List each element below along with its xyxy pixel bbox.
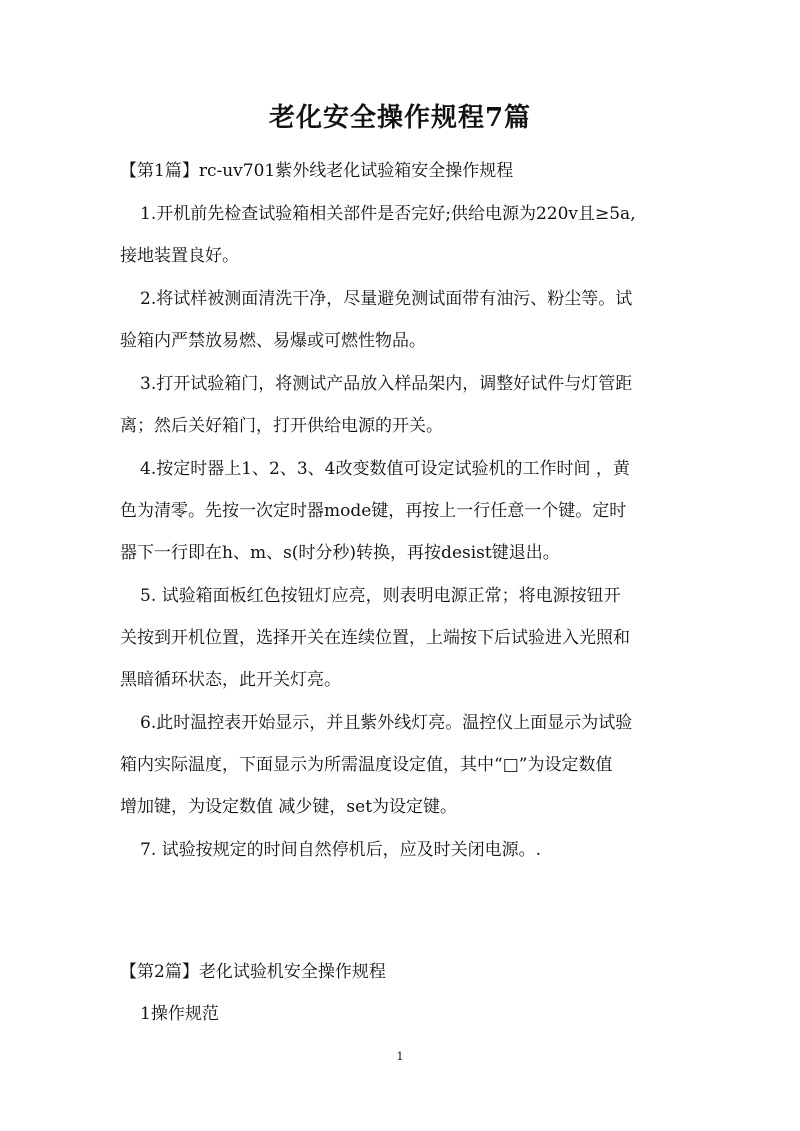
paragraph-line: 增加键，为设定数值 减少键，set为设定键。 xyxy=(120,797,458,817)
section-2-subheading: 1操作规范 xyxy=(140,1004,219,1024)
paragraph-line: 器下一行即在h、m、s(时分秒)转换，再按desist键退出。 xyxy=(120,543,560,563)
paragraph-line: 4.按定时器上1、2、3、4改变数值可设定试验机的工作时间 ，黄 xyxy=(140,459,630,479)
paragraph-line: 接地装置良好。 xyxy=(120,246,239,266)
paragraph-line: 2.将试样被测面清洗干净，尽量避免测试面带有油污、粉尘等。试 xyxy=(140,289,633,309)
paragraph-line: 关按到开机位置，选择开关在连续位置，上端按下后试验进入光照和 xyxy=(120,628,630,648)
paragraph-line: 黑暗循环状态，此开关灯亮。 xyxy=(120,670,341,690)
section-2-heading: 【第2篇】老化试验机安全操作规程 xyxy=(120,962,386,982)
section-1-heading: 【第1篇】rc-uv701紫外线老化试验箱安全操作规程 xyxy=(120,161,514,181)
paragraph-line: 5. 试验箱面板红色按钮灯应亮，则表明电源正常；将电源按钮开 xyxy=(140,586,621,606)
page-number: 1 xyxy=(396,1050,404,1063)
paragraph-line: 离；然后关好箱门，打开供给电源的开关。 xyxy=(120,416,443,436)
paragraph-line: 6.此时温控表开始显示，并且紫外线灯亮。温控仪上面显示为试验 xyxy=(140,713,633,733)
paragraph-line: 箱内实际温度，下面显示为所需温度设定值，其中“□”为设定数值 xyxy=(120,755,613,775)
paragraph-line: 验箱内严禁放易燃、易爆或可燃性物品。 xyxy=(120,331,426,351)
paragraph-line: 色为清零。先按一次定时器mode键，再按上一行任意一个键。定时 xyxy=(120,501,627,521)
document-title: 老化安全操作规程7篇 xyxy=(268,103,532,133)
paragraph-line: 1.开机前先检查试验箱相关部件是否完好;供给电源为220v且≥5a, xyxy=(140,204,636,224)
paragraph-line: 7. 试验按规定的时间自然停机后，应及时关闭电源。. xyxy=(140,840,542,860)
paragraph-line: 3.打开试验箱门，将测试产品放入样品架内，调整好试件与灯管距 xyxy=(140,374,633,394)
